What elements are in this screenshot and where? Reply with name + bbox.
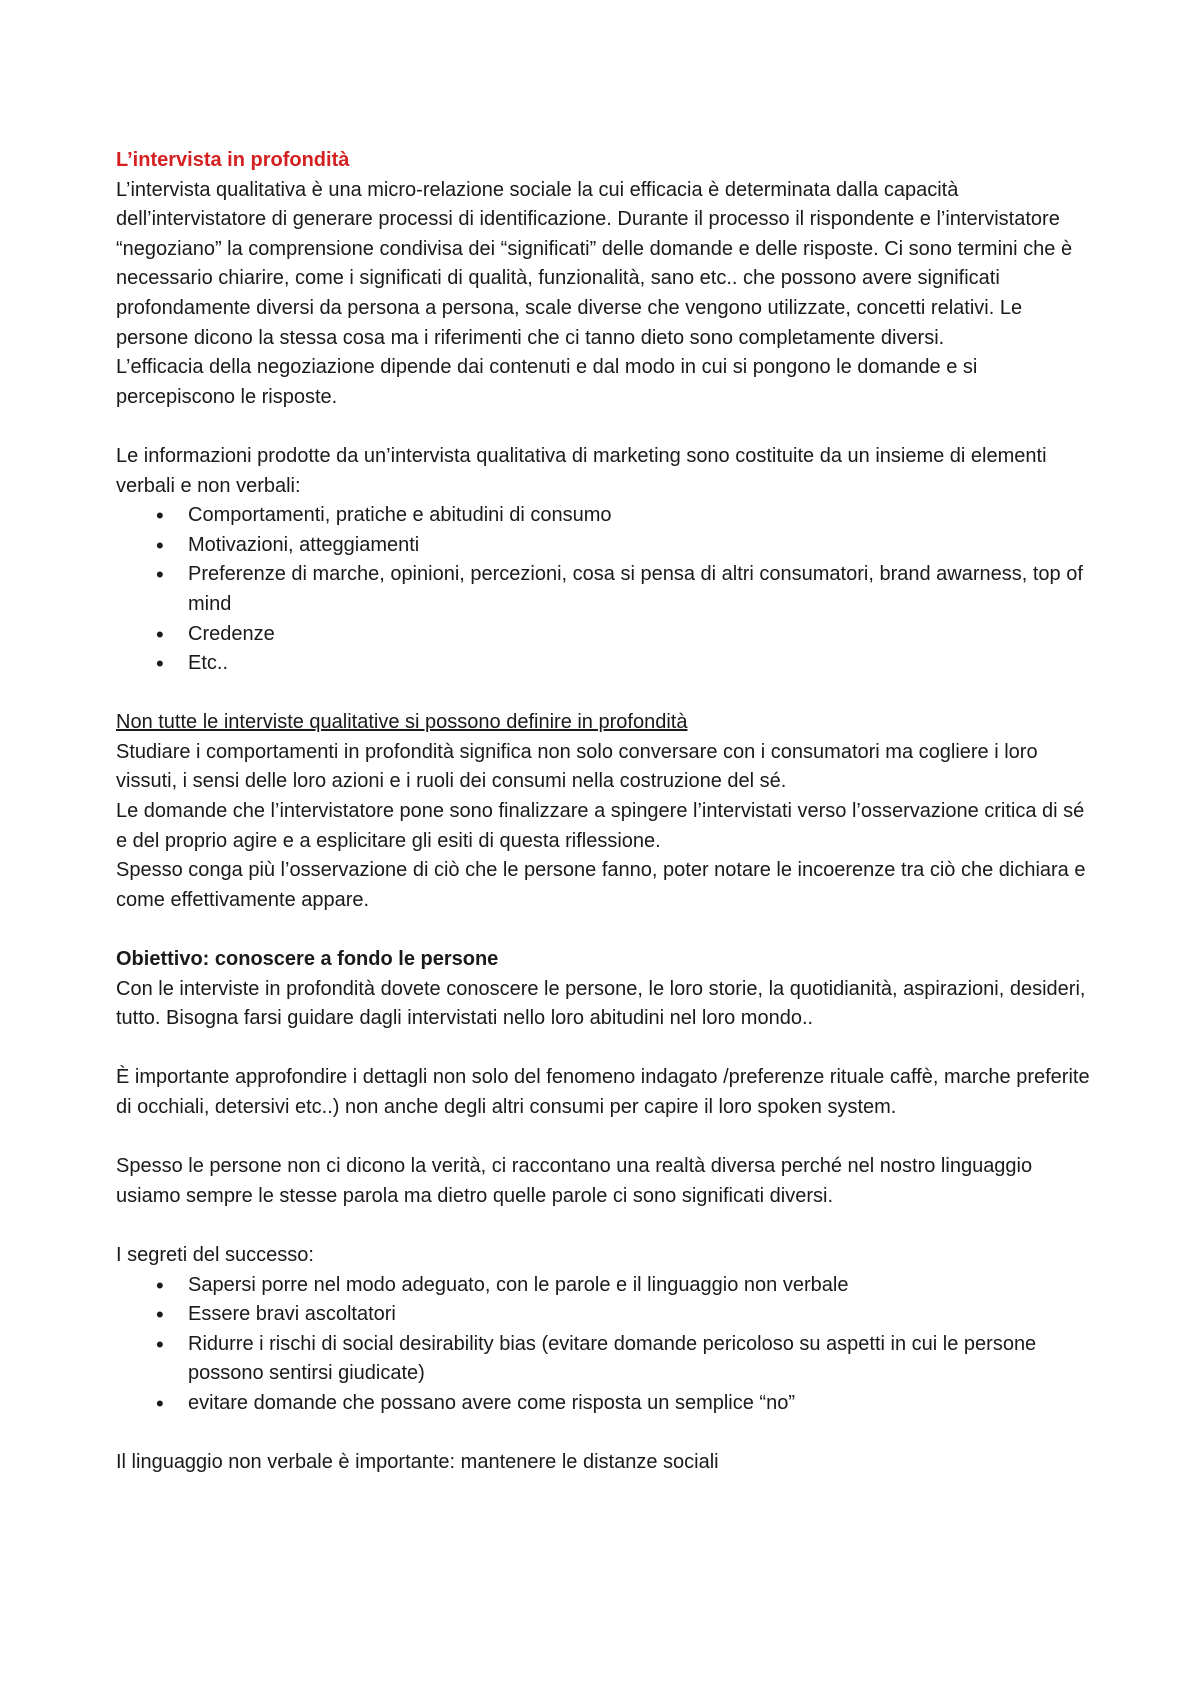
document-title: L’intervista in profondità — [116, 149, 350, 171]
spacer — [116, 679, 1096, 709]
intro-paragraph-1: L’intervista qualitativa è una micro-relazione sociale la cui efficacia è determinata dalla capacità dell’intervistatore di generare processi di identificazione. Durante il processo il rispondente e l’intervistatore “negoziano” la comprensione condivisa dei “significati” delle domande e delle risposte. Ci sono termini che è necessario chiarire, come i significati di qualità, funzionalità, sano etc.. che possono avere significati profondamente diversi da persona a persona, scale diverse che vengono utilizzate, concetti relativi. Le persone dicono la stessa cosa ma i riferimenti che ci tanno dieto sono completamente diversi. — [116, 178, 1073, 349]
list-item: • Sapersi porre nel modo adeguato, con le parole e il linguaggio non verbale — [116, 1271, 1096, 1301]
list-item: • Ridurre i rischi di social desirability bias (evitare domande pericoloso su aspetti in cui le persone possono sentirsi giudicate) — [156, 1331, 1037, 1385]
list-item: • Comportamenti, pratiche e abitudini di consumo — [116, 501, 1096, 531]
spacer — [116, 1034, 1096, 1064]
secrets-heading: I segreti del successo: — [116, 1243, 314, 1266]
list-item: • Preferenze di marche, opinioni, percezioni, cosa si pensa di altri consumatori, brand awarness, top of mind — [156, 562, 1083, 615]
section3-paragraph: Con le interviste in profondità dovete conoscere le persone, le loro storie, la quotidianità, aspirazioni, desideri, tutto. Bisogna farsi guidare dagli intervistati nello loro abitudini nel loro mondo.. — [116, 977, 1086, 1030]
section2-heading: Non tutte le interviste qualitative si possono definire in profondità — [116, 711, 688, 734]
bullet-icon: • — [156, 532, 164, 558]
bullet-icon: • — [156, 621, 164, 647]
document-page — [116, 146, 1096, 1478]
spacer — [116, 915, 1096, 945]
bullet-icon: • — [156, 562, 164, 588]
section2-paragraph-3: Spesso conga più l’osservazione di ciò che le persone fanno, poter notare le incoerenze tra ciò che dichiara e come effettivamente appare. — [116, 859, 1086, 911]
list-item: • Motivazioni, atteggiamenti — [116, 531, 1096, 561]
spacer — [116, 1211, 1096, 1241]
closing-paragraph: Il linguaggio non verbale è importante: mantenere le distanze sociali — [116, 1451, 719, 1474]
section2-paragraph-1: Studiare i comportamenti in profondità significa non solo conversare con i consumatori ma cogliere i loro vissuti, i sensi delle loro azioni e i ruoli dei consumi nella costruzione del sé. — [116, 740, 1038, 793]
bullet-icon: • — [156, 1331, 164, 1357]
bullet-icon: • — [156, 503, 164, 529]
list-item: • Essere bravi ascoltatori — [116, 1300, 1096, 1330]
truth-paragraph: Spesso le persone non ci dicono la verità, ci raccontano una realtà diversa perché nel nostro linguaggio usiamo sempre le stesse parola ma dietro quelle parole ci sono significati diversi. — [116, 1155, 1033, 1207]
secrets-list — [116, 1271, 1096, 1419]
spacer — [116, 1123, 1096, 1153]
spacer — [116, 412, 1096, 442]
bullet-icon: • — [156, 1272, 164, 1298]
bullet-icon: • — [156, 651, 164, 677]
spacer — [116, 1419, 1096, 1449]
bullet-icon: • — [156, 1302, 164, 1328]
list-item: • evitare domande che possano avere come risposta un semplice “no” — [116, 1389, 1096, 1419]
section3-heading: Obiettivo: conoscere a fondo le persone — [116, 948, 499, 971]
details-paragraph: È importante approfondire i dettagli non solo del fenomeno indagato /preferenze rituale caffè, marche preferite di occhiali, detersivi etc..) non anche degli altri consumi per capire il loro spoken system. — [116, 1066, 1090, 1118]
info-paragraph: Le informazioni prodotte da un’intervista qualitativa di marketing sono costituite da un insieme di elementi verbali e non verbali: — [116, 444, 1047, 497]
bullet-icon: • — [156, 1390, 164, 1416]
list-item: • Credenze — [116, 620, 1096, 650]
intro-paragraph-2: L’efficacia della negoziazione dipende dai contenuti e dal modo in cui si pongono le domande e si percepiscono le risposte. — [116, 356, 978, 408]
info-list — [116, 501, 1096, 679]
section2-paragraph-2: Le domande che l’intervistatore pone sono finalizzare a spingere l’intervistati verso l’osservazione critica di sé e del proprio agire e a esplicitare gli esiti di questa riflessione. — [116, 800, 1085, 852]
list-item: • Etc.. — [116, 649, 1096, 679]
